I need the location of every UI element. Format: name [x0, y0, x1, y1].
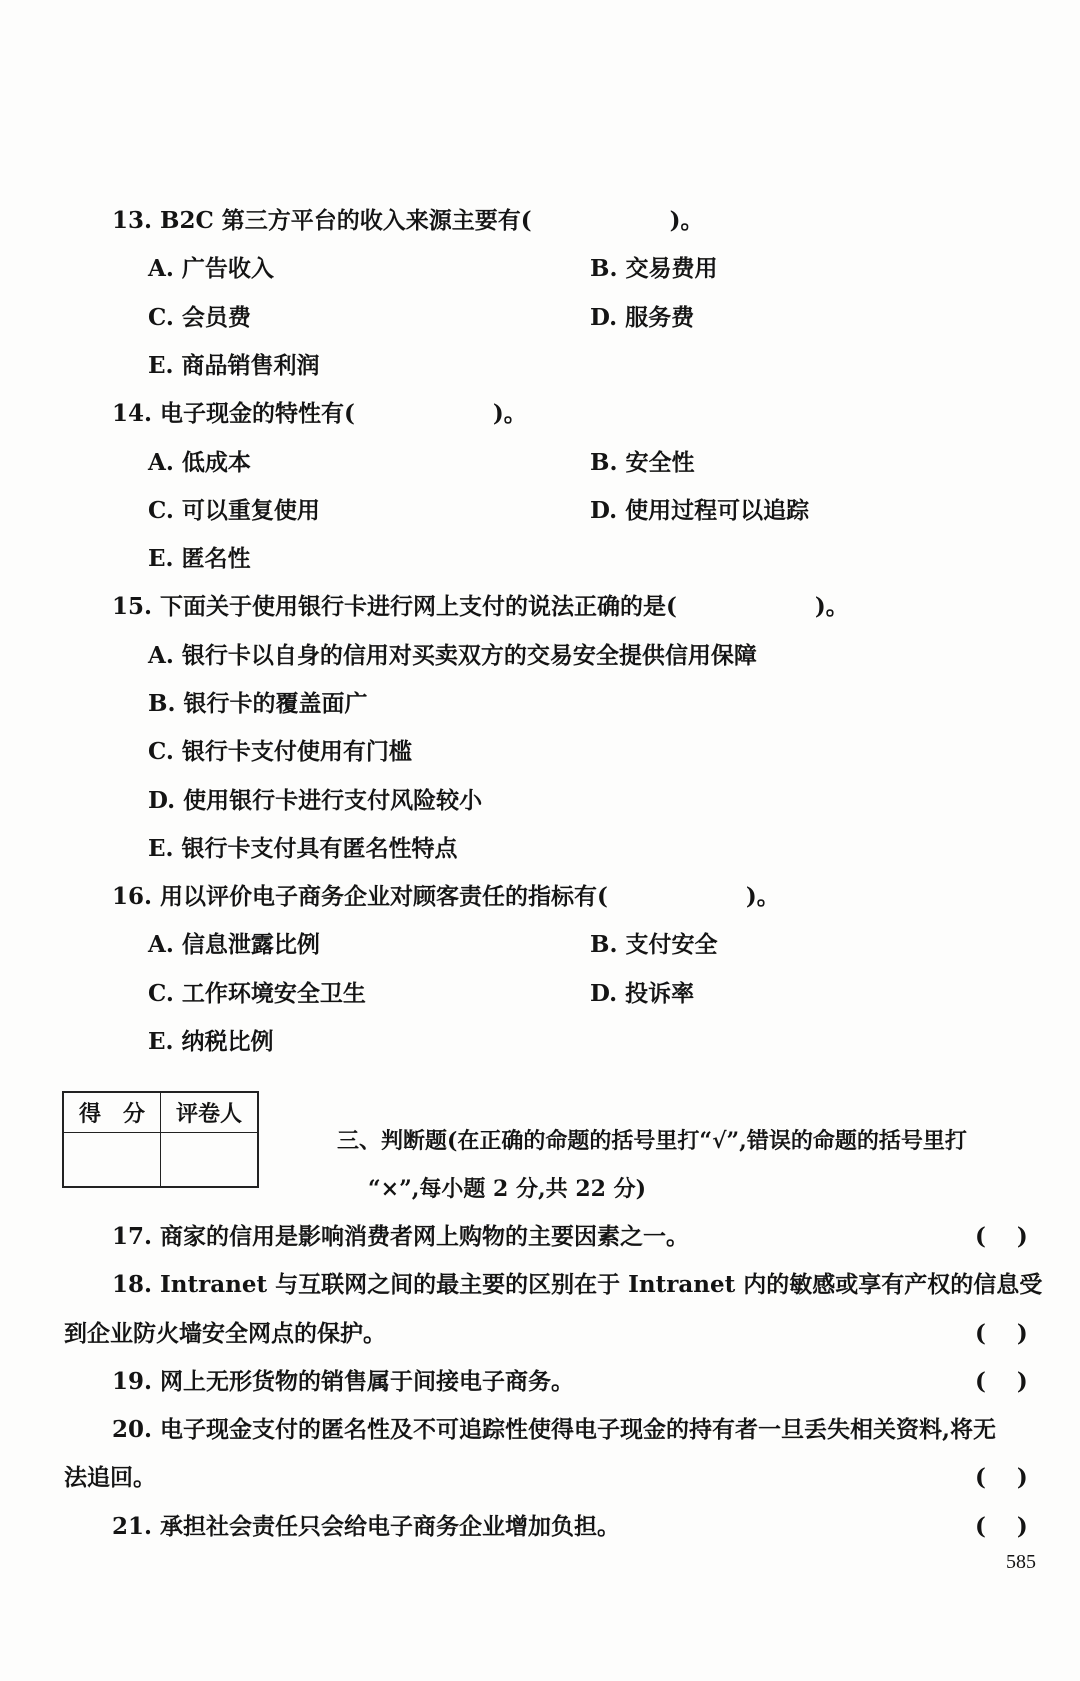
q14-option-d: D. 使用过程可以追踪 [590, 497, 810, 524]
q21-text: 21. 承担社会责任只会给电子商务企业增加负担。 [112, 1513, 621, 1540]
q19-text: 19. 网上无形货物的销售属于间接电子商务。 [112, 1368, 575, 1395]
score-box [62, 1091, 259, 1188]
q16-option-e: E. 纳税比例 [148, 1028, 274, 1055]
q13-option-a: A. 广告收入 [148, 255, 274, 282]
q14-option-b: B. 安全性 [590, 449, 695, 476]
q16-option-c: C. 工作环境安全卫生 [148, 980, 366, 1007]
score-box-score-label: 得 分 [63, 1092, 161, 1132]
q16-option-b: B. 支付安全 [590, 931, 718, 958]
q18-text-line2: 到企业防火墙安全网点的保护。 [64, 1320, 386, 1347]
score-box-score-cell[interactable] [63, 1132, 161, 1187]
q15-stem: 15. 下面关于使用银行卡进行网上支付的说法正确的是( )。 [112, 593, 849, 620]
q14-option-a: A. 低成本 [148, 449, 251, 476]
q15-option-e: E. 银行卡支付具有匿名性特点 [148, 835, 458, 862]
section3-heading-line1: 三、判断题(在正确的命题的括号里打“√”,错误的命题的括号里打 [337, 1128, 967, 1154]
q16-option-a: A. 信息泄露比例 [148, 931, 320, 958]
q17-answer-paren[interactable]: ( ) [975, 1223, 1028, 1250]
section3-heading-line2: “×”,每小题 2 分,共 22 分) [368, 1176, 647, 1202]
q16-stem: 16. 用以评价电子商务企业对顾客责任的指标有( )。 [112, 883, 780, 910]
q15-option-b: B. 银行卡的覆盖面广 [148, 690, 368, 717]
q20-answer-paren[interactable]: ( ) [975, 1464, 1028, 1491]
q13-option-b: B. 交易费用 [590, 255, 718, 282]
q15-option-d: D. 使用银行卡进行支付风险较小 [148, 787, 483, 814]
q14-option-e: E. 匿名性 [148, 545, 251, 572]
q16-option-d: D. 投诉率 [590, 980, 695, 1007]
q14-option-c: C. 可以重复使用 [148, 497, 320, 524]
q19-answer-paren[interactable]: ( ) [975, 1368, 1028, 1395]
score-box-grader-label: 评卷人 [161, 1092, 259, 1132]
q14-stem: 14. 电子现金的特性有( )。 [112, 400, 527, 427]
q13-stem: 13. B2C 第三方平台的收入来源主要有( )。 [112, 207, 704, 234]
q13-option-c: C. 会员费 [148, 304, 251, 331]
q15-option-c: C. 银行卡支付使用有门槛 [148, 738, 412, 765]
q20-text-line2: 法追回。 [64, 1464, 156, 1491]
q18-answer-paren[interactable]: ( ) [975, 1320, 1028, 1347]
score-box-grader-cell[interactable] [161, 1132, 259, 1187]
q17-text: 17. 商家的信用是影响消费者网上购物的主要因素之一。 [112, 1223, 690, 1250]
q18-text-line1: 18. Intranet 与互联网之间的最主要的区别在于 Intranet 内的敏感或享有产权的信息受 [112, 1271, 1043, 1298]
q20-text-line1: 20. 电子现金支付的匿名性及不可追踪性使得电子现金的持有者一旦丢失相关资料,将无 [112, 1416, 997, 1443]
page-number: 585 [1006, 1551, 1036, 1573]
q13-option-e: E. 商品销售利润 [148, 352, 320, 379]
q13-option-d: D. 服务费 [590, 304, 695, 331]
q15-option-a: A. 银行卡以自身的信用对买卖双方的交易安全提供信用保障 [148, 642, 757, 669]
q21-answer-paren[interactable]: ( ) [975, 1513, 1028, 1540]
